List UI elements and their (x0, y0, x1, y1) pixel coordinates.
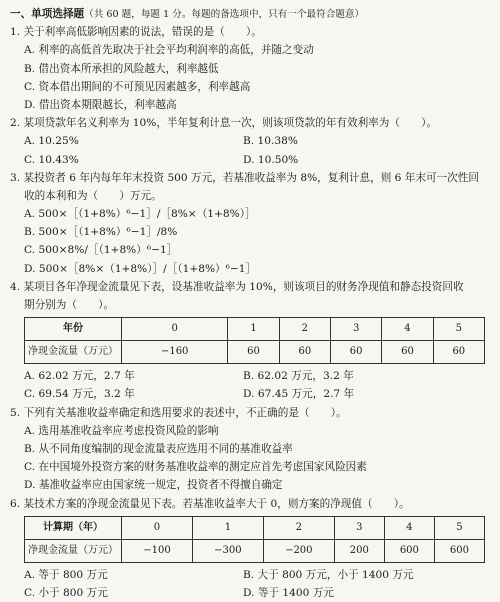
question-2-option-d: D. 10.50% (243, 153, 299, 166)
question-6-stem: 6. 某技术方案的净现金流量见下表。若基准收益率大于 0，则方案的净现值（ ）。 (10, 497, 410, 510)
question-2-option-b: B. 10.38% (243, 135, 298, 148)
table-header-cell: 3 (331, 318, 382, 341)
question-6-options-row-1 (10, 566, 492, 584)
table-header-cell: 0 (122, 318, 228, 341)
table-cell: 60 (279, 341, 330, 364)
table-cell: 600 (384, 539, 434, 562)
table-cell: 60 (228, 341, 279, 364)
table-header-cell: 年份 (25, 318, 122, 341)
question-5-option-b: B. 从不同角度编制的现金流量表应选用不同的基准收益率 (24, 442, 293, 455)
table-cell: 600 (434, 539, 484, 562)
question-2-options-row-2 (10, 151, 492, 169)
question-1-stem: 1. 关于利率高低影响因素的说法，错误的是（ ）。 (10, 26, 262, 39)
table-header-row (25, 516, 485, 539)
question-1-option-d: D. 借出资本期限越长，利率越高 (24, 98, 177, 111)
question-4-option-c: C. 69.54 万元，3.2 年 (24, 388, 135, 401)
table-header-cell: 4 (382, 318, 433, 341)
question-5-option-a: A. 选用基准收益率应考虑投资风险的影响 (24, 424, 219, 437)
table-header-cell: 计算期（年） (25, 516, 122, 539)
question-6-option-a: A. 等于 800 万元 (24, 568, 108, 581)
question-3-option-d: D. 500×［8%×（1+8%）］/［（1+8%）⁶−1］ (24, 262, 257, 275)
question-4-options-row-2 (10, 385, 492, 403)
table-header-cell: 1 (228, 318, 279, 341)
question-5-stem: 5. 下列有关基准收益率确定和选用要求的表述中，不正确的是（ ）。 (10, 406, 347, 419)
question-2-stem: 2. 某项贷款年名义利率为 10%，半年复利计息一次，则该项贷款的年有效利率为（ ）。 (10, 117, 438, 130)
question-4-options-row-1 (10, 367, 492, 385)
question-4-option-d: D. 67.45 万元，2.7 年 (243, 388, 355, 401)
question-2-option-a: A. 10.25% (24, 135, 79, 148)
question-6-option-d: D. 等于 1400 万元 (243, 586, 334, 599)
table-header-cell: 2 (263, 516, 334, 539)
question-3-option-a: A. 500×［（1+8%）⁶−1］/［8%×（1+8%）］ (24, 208, 256, 221)
table-cell: 60 (331, 341, 382, 364)
section-note: （共 60 题，每题 1 分。每题的备选项中，只有一个最符合题意） (84, 9, 365, 20)
table-cell: −100 (122, 539, 193, 562)
question-1-option-a: A. 利率的高低首先取决于社会平均利润率的高低，并随之变动 (24, 44, 314, 57)
question-6-options-row-2 (10, 584, 492, 602)
question-6-option-b: B. 大于 800 万元，小于 1400 万元 (243, 568, 414, 581)
question-3-stem-line-2: 收的本利和为（ ）万元。 (24, 189, 162, 202)
question-1-option-c: C. 资本借出期间的不可预见因素越多，利率越高 (24, 80, 251, 93)
question-5-option-d: D. 基准收益率应由国家统一规定，投资者不得擅自确定 (24, 479, 283, 492)
table-row (25, 539, 485, 562)
section-title: 一、单项选择题 (10, 8, 85, 20)
question-4-stem-line-2: 期分别为（ ）。 (24, 299, 115, 311)
question-3-option-c: C. 500×8%/［（1+8%）⁶−1］ (24, 244, 178, 257)
question-2-option-c: C. 10.43% (24, 153, 79, 166)
question-6-cashflow-table (24, 516, 485, 563)
table-row-label: 净现金流量（万元） (25, 539, 122, 562)
table-row-label: 净现金流量（万元） (25, 341, 122, 364)
table-cell: 200 (334, 539, 384, 562)
question-3-option-b: B. 500×［（1+8%）⁶−1］/8% (24, 226, 178, 239)
table-header-cell: 5 (434, 516, 484, 539)
table-cell: −200 (263, 539, 334, 562)
table-cell: 60 (382, 341, 433, 364)
question-3-stem-line-1: 3. 某投资者 6 年内每年年末投资 500 万元，若基准收益率为 8%，复利计息，则 6 年末可一次性回 (10, 171, 479, 184)
table-header-cell: 3 (334, 516, 384, 539)
question-4-cashflow-table (24, 317, 485, 364)
table-header-cell: 0 (122, 516, 193, 539)
question-5-option-c: C. 在中国境外投资方案的财务基准收益率的测定应首先考虑国家风险因素 (24, 461, 367, 474)
question-6-option-c: C. 小于 800 万元 (24, 586, 108, 599)
question-4-option-a: A. 62.02 万元，2.7 年 (24, 370, 135, 383)
question-2-options-row-1 (10, 132, 492, 150)
question-4-option-b: B. 62.02 万元，3.2 年 (243, 370, 354, 383)
table-row (25, 341, 485, 364)
table-header-cell: 1 (192, 516, 263, 539)
table-header-cell: 5 (433, 318, 484, 341)
section-header (10, 5, 492, 23)
question-1-option-b: B. 借出资本所承担的风险越大，利率越低 (24, 62, 219, 75)
table-header-cell: 4 (384, 516, 434, 539)
table-cell: −300 (192, 539, 263, 562)
table-header-row (25, 318, 485, 341)
table-cell: −160 (122, 341, 228, 364)
table-cell: 60 (433, 341, 484, 364)
question-4-stem-line-1: 4. 某项目各年净现金流量见下表，设基准收益率为 10%，则该项目的财务净现值和静态投资回收 (10, 280, 464, 293)
table-header-cell: 2 (279, 318, 330, 341)
